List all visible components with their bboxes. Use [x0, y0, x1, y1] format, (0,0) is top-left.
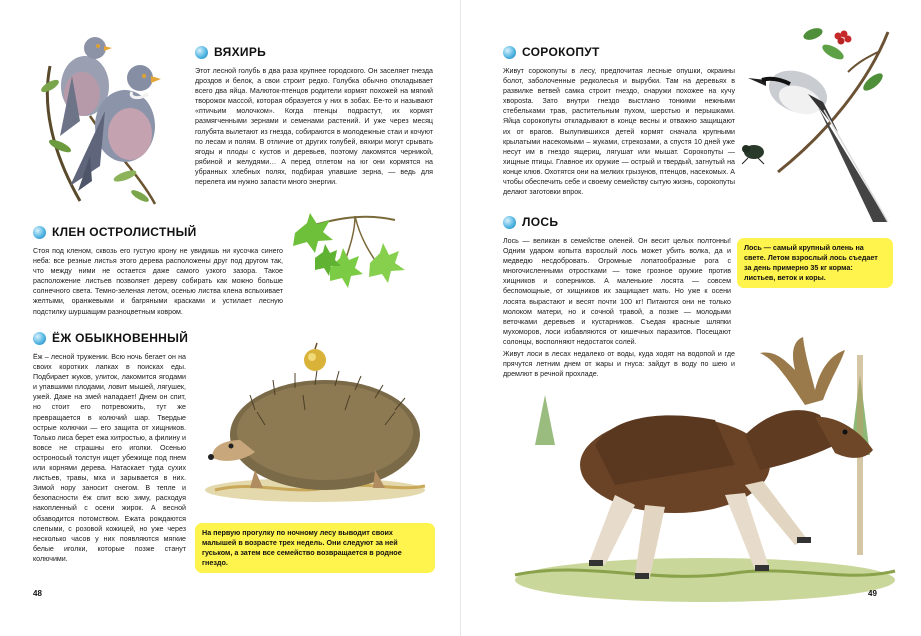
- sorokoput-text: Живут сорокопуты в лесу, предпочитая лесные опушки, окраины болот, заболоченные редколесья и вырубки. Там на деревьях в развилке ветвей самка строит гнездо, снаружи похожее на кучу хворosta. Зато внутри гнездо выстлано тонкими нежными стебельками трав, растительным пухом, шерстью и перышками. Яйца сорокопуты откладывают в конце весны и отважно защищают их от врагов. Вылупившихся детей кормят сначала крупными крылатыми насекомыми – жуками, стрекозами, а спустя 10 дней уже несут им в гнездо ящериц, лягушат или мышат. Сорокопуты — хищные птицы. Главное их оружие — острый и твердый, загнутый на конце клюв. Охотятся они на мелких грызунов, птенцов, насекомых. А чтобы обеспечить себе и своему семейству сытую жизнь, сорокопуты делают заготовки впрок.: [503, 67, 735, 197]
- ezh-note: На первую прогулку по ночному лесу выводит своих малышей в возрасте трех недель. Они следуют за ней гуськом, а затем все семейство возвращается в родное гнездо.: [195, 523, 435, 573]
- vyakhir-title: [195, 45, 266, 59]
- section-bullet-icon: [33, 332, 46, 345]
- vyakhir-title-text: ВЯХИРЬ: [214, 45, 267, 59]
- los-text-bottom: Живут лоси в лесах недалеко от воды, куда ходят на водопой и где прячутся летним днем от жары и гнуса: зайдут в воду по шею и дремлют в речной прохладе.: [503, 350, 735, 379]
- los-title-text: ЛОСЬ: [522, 215, 559, 229]
- ezh-title: [33, 331, 188, 345]
- klen-title-text: КЛЕН ОСТРОЛИСТНЫЙ: [52, 225, 197, 239]
- wood-pigeons-illustration: [30, 26, 180, 206]
- page-spine: [460, 0, 461, 636]
- hedgehog-illustration: [195, 340, 435, 510]
- shrike-illustration: [738, 22, 898, 222]
- maple-branch-illustration: [285, 208, 425, 308]
- ezh-title-text: ЁЖ ОБЫКНОВЕННЫЙ: [52, 331, 189, 345]
- los-note: Лось — самый крупный олень на свете. Летом взрослый лось съедает за день примерно 35 кг корма: листьев, веток и коры.: [737, 238, 893, 288]
- sorokoput-title-text: СОРОКОПУТ: [522, 45, 600, 59]
- vyakhir-text: Этот лесной голубь в два раза крупнее городского. Он заселяет гнезда дроздов и белок, а свои строит редко. Голубка обычно откладывает всего два яйца. Малюток-птенцов родители кормят похожей на мягкий творожок массой, которая образуется у них в зобах. Ее-то и называют «птичьим молочком». Когда птенцы подрастут, их кормят размягченными зернами и семенами растений. И уже через месяц голубята вылетают из гнезда, собираются в молодежные стаи и кочуют по лесам и полям. В отличие от других голубей, вяхири могут срывать ягоды и плоды с кустов и деревьев, поэтому лакомятся черникой, рябиной и желудями… А перед отлетом на юг они кормятся на убранных хлебных полях, подбирая упавшие зерна, — ведь для перелета им нужно запасти много энергии.: [195, 67, 433, 187]
- klen-text: Стоя под кленом, сквозь его густую крону не увидишь ни кусочка синего неба: все резные листья этого дерева расположены друг под другом так, что между ними не остается даже самого узкого зазора. Такое расположение листьев позволяет дереву собирать как можно больше солнечного света. Темно-зеленая летом, осенью листва клена вспыхивает желтыми, оранжевыми и багряными красками и устилает лесную подстилку шуршащим разноцветным ковром.: [33, 247, 283, 316]
- page-number-right: 49: [868, 589, 877, 598]
- section-bullet-icon: [195, 46, 208, 59]
- section-bullet-icon: [33, 226, 46, 239]
- sorokoput-title: [503, 45, 600, 59]
- page-number-left: 48: [33, 589, 42, 598]
- moose-illustration: [505, 335, 900, 610]
- section-bullet-icon: [503, 46, 516, 59]
- ezh-text: Ёж – лесной труженик. Всю ночь бегает он на своих коротких лапках в поисках еды. Подбирает жуков, улиток, лакомится ягодами и упавшими плодами, ловит мышей, лягушек, ужей. Даже на змей нападает! Днем он спит, но стоит его потревожить, тут же превращается в колючий шар. Твердые острые колючки — его защита от хищников. Только лиса берет ежа хитростью, а филину и вовсе не страшны его иголки. Осенью остроносый толстун ищет убежище под пнем или корнями дерева. Натаскает туда сухих листьев, травы, мха и зарывается в них. Зимой нору заносит снегом. В тепле и безопасности ёж спит всю зиму, расходуя накопленный с осени жирок. А весной обзаводится потомством. Ежата рождаются слепыми, с розовой кожицей, но уже через несколько часов у них появляются мягкие белые иголки, которые позже станут колючими.: [33, 353, 187, 563]
- los-title: [503, 215, 558, 229]
- section-bullet-icon: [503, 216, 516, 229]
- klen-title: [33, 225, 197, 239]
- los-text-top: Лось — великан в семействе оленей. Он весит целых полтонны! Одним ударом копыта взрослый лось может убить волка, да и медведю несдобровать. Огромные лопатообразные рога с многочисленными отростками — тоже грозное оружие против хищников и соперников. А маленькие лосята — совсем беспомощные, от хищников их защищает мать. Но уже к осени лосята вырастают и весят почти 100 кг! Питаются они не только молоком матери, но и сочной травой, а позже — молодыми веточками деревьев и кустарников. Съедая красные шляпки мухоморов, лоси избавляются от кишечных паразитов. Посещают солонцы, восполняют недостаток солей.: [503, 237, 731, 346]
